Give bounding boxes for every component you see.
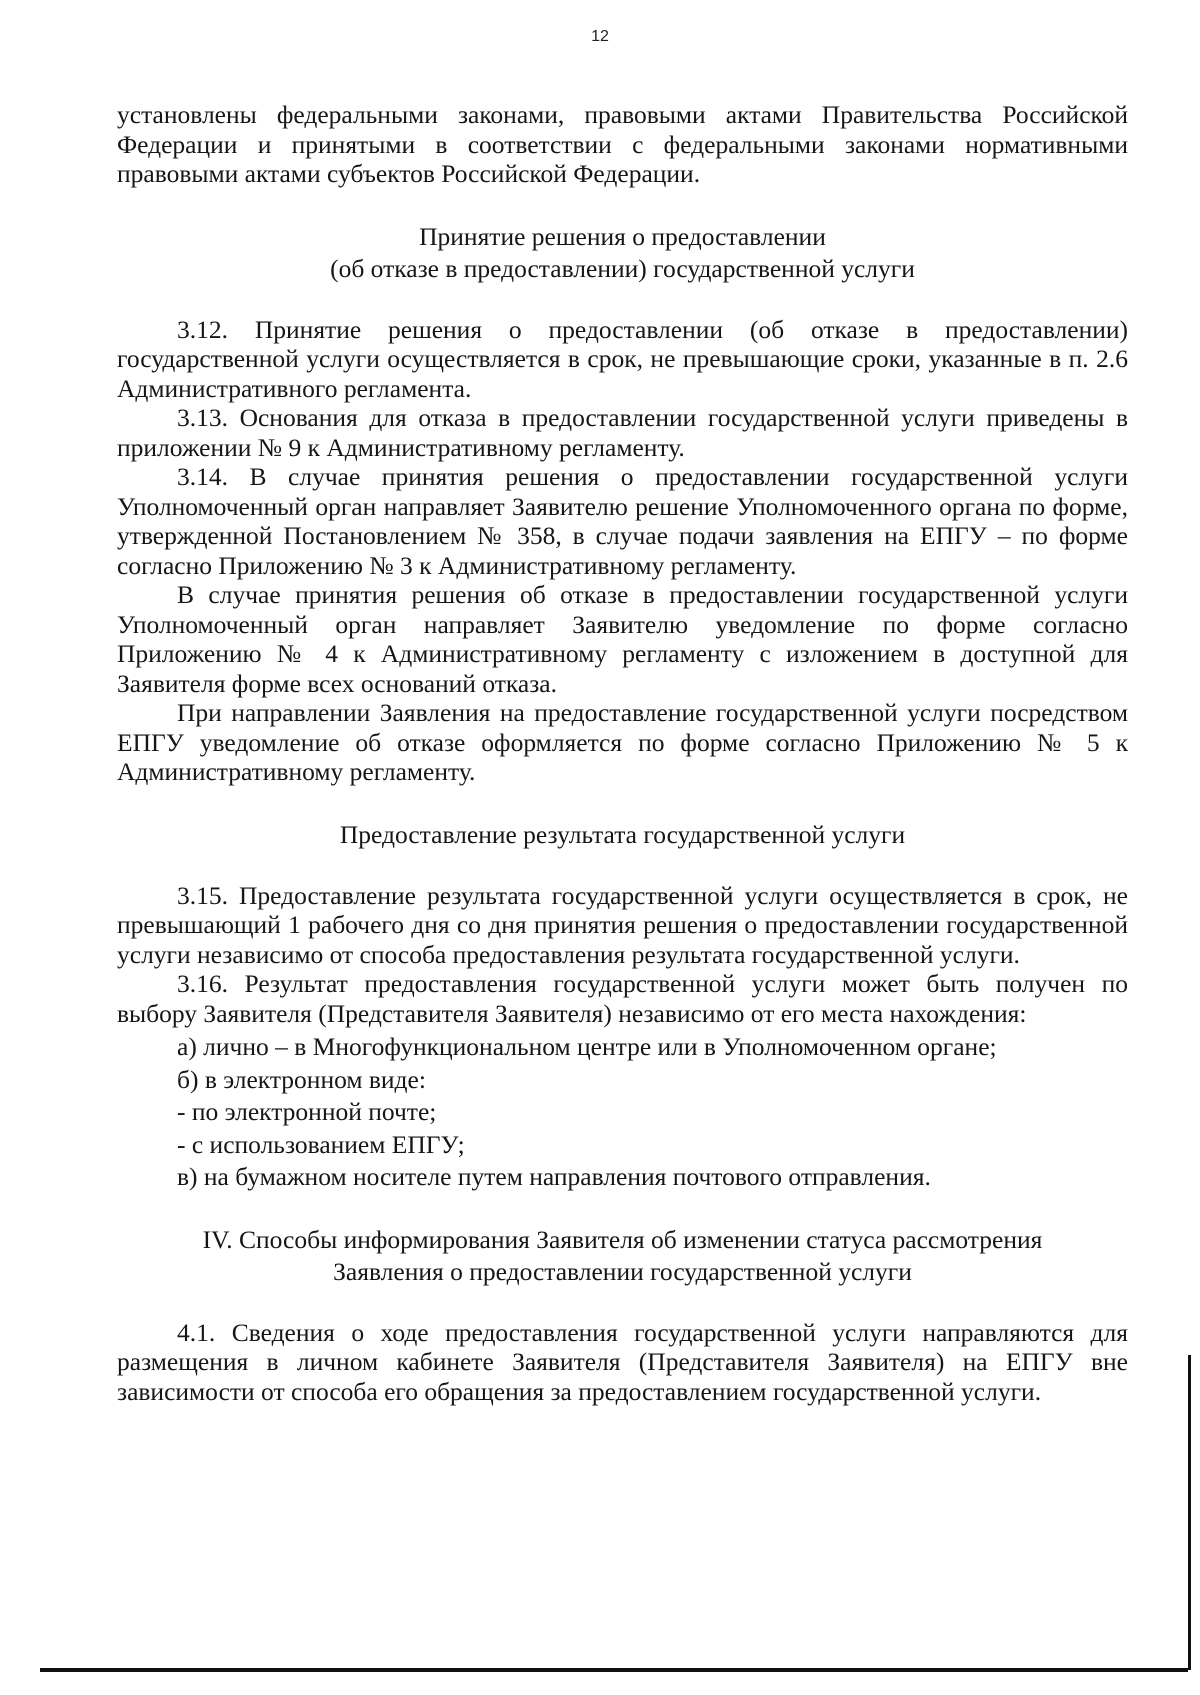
document-body xyxy=(117,100,1128,1406)
section-heading-line: Принятие решения о предоставлении xyxy=(419,221,826,251)
section-heading-line: Заявления о предоставлении государственной услуги xyxy=(333,1256,912,1286)
section-heading-result xyxy=(117,819,1128,851)
paragraph-epgu-notice: При направлении Заявления на предоставление государственной услуги посредством ЕПГУ уведомление об отказе оформляется по форме согласно Приложению № 5 к Административному регламенту. xyxy=(117,698,1128,786)
section-heading-iv xyxy=(117,1224,1128,1288)
paragraph-3-14: 3.14. В случае принятия решения о предоставлении государственной услуги Уполномоченный орган направляет Заявителю решение Уполномоченного органа по форме, утвержденной Постановлением № 358, в случае подачи заявления на ЕПГУ – по форме согласно Приложению № 3 к Административному регламенту. xyxy=(117,462,1128,580)
intro-paragraph: установлены федеральными законами, правовыми актами Правительства Российской Федерации и принятыми в соответствии с федеральными законами нормативными правовыми актами субъектов Российской Федерации. xyxy=(117,100,1128,188)
section-heading-line: (об отказе в предоставлении) государственной услуги xyxy=(330,253,915,283)
paragraph-3-16: 3.16. Результат предоставления государственной услуги может быть получен по выбору Заявителя (Представителя Заявителя) независимо от его места нахождения: xyxy=(117,969,1128,1028)
list-item: в) на бумажном носителе путем направления почтового отправления. xyxy=(177,1162,931,1191)
paragraph-refusal: В случае принятия решения об отказе в предоставлении государственной услуги Уполномоченный орган направляет Заявителю уведомление по форме согласно Приложению № 4 к Административному регламенту с изложением в доступной для Заявителя форме всех оснований отказа. xyxy=(117,580,1128,698)
section-heading-line: IV. Способы информирования Заявителя об изменении статуса рассмотрения xyxy=(202,1224,1043,1254)
list-item: а) лично – в Многофункциональном центре или в Уполномоченном органе; xyxy=(177,1032,997,1061)
page-number: 12 xyxy=(591,28,609,45)
scan-bottom-line xyxy=(40,1668,1188,1672)
paragraph-3-13: 3.13. Основания для отказа в предоставлении государственной услуги приведены в приложении № 9 к Административному регламенту. xyxy=(117,403,1128,462)
paragraph-3-12: 3.12. Принятие решения о предоставлении (об отказе в предоставлении) государственной услуги осуществляется в срок, не превышающие сроки, указанные в п. 2.6 Административного регламента. xyxy=(117,314,1128,403)
list-item: б) в электронном виде: xyxy=(177,1064,426,1094)
paragraph-3-15: 3.15. Предоставление результата государственной услуги осуществляется в срок, не превышающий 1 рабочего дня со дня принятия решения о предоставлении государственной услуги независимо от способа предоставления результата государственной услуги. xyxy=(117,880,1128,969)
list-item: - с использованием ЕПГУ; xyxy=(177,1129,465,1159)
paragraph-4-1: 4.1. Сведения о ходе предоставления государственной услуги направляются для размещения в личном кабинете Заявителя (Представителя Заявителя) на ЕПГУ вне зависимости от способа его обращения за предоставлением государственной услуги. xyxy=(117,1317,1128,1406)
list-item: - по электронной почте; xyxy=(177,1097,437,1126)
scan-edge-line xyxy=(1188,1355,1191,1670)
section-heading-decision xyxy=(117,221,1128,285)
section-heading-line: Предоставление результата государственной услуги xyxy=(339,819,906,849)
